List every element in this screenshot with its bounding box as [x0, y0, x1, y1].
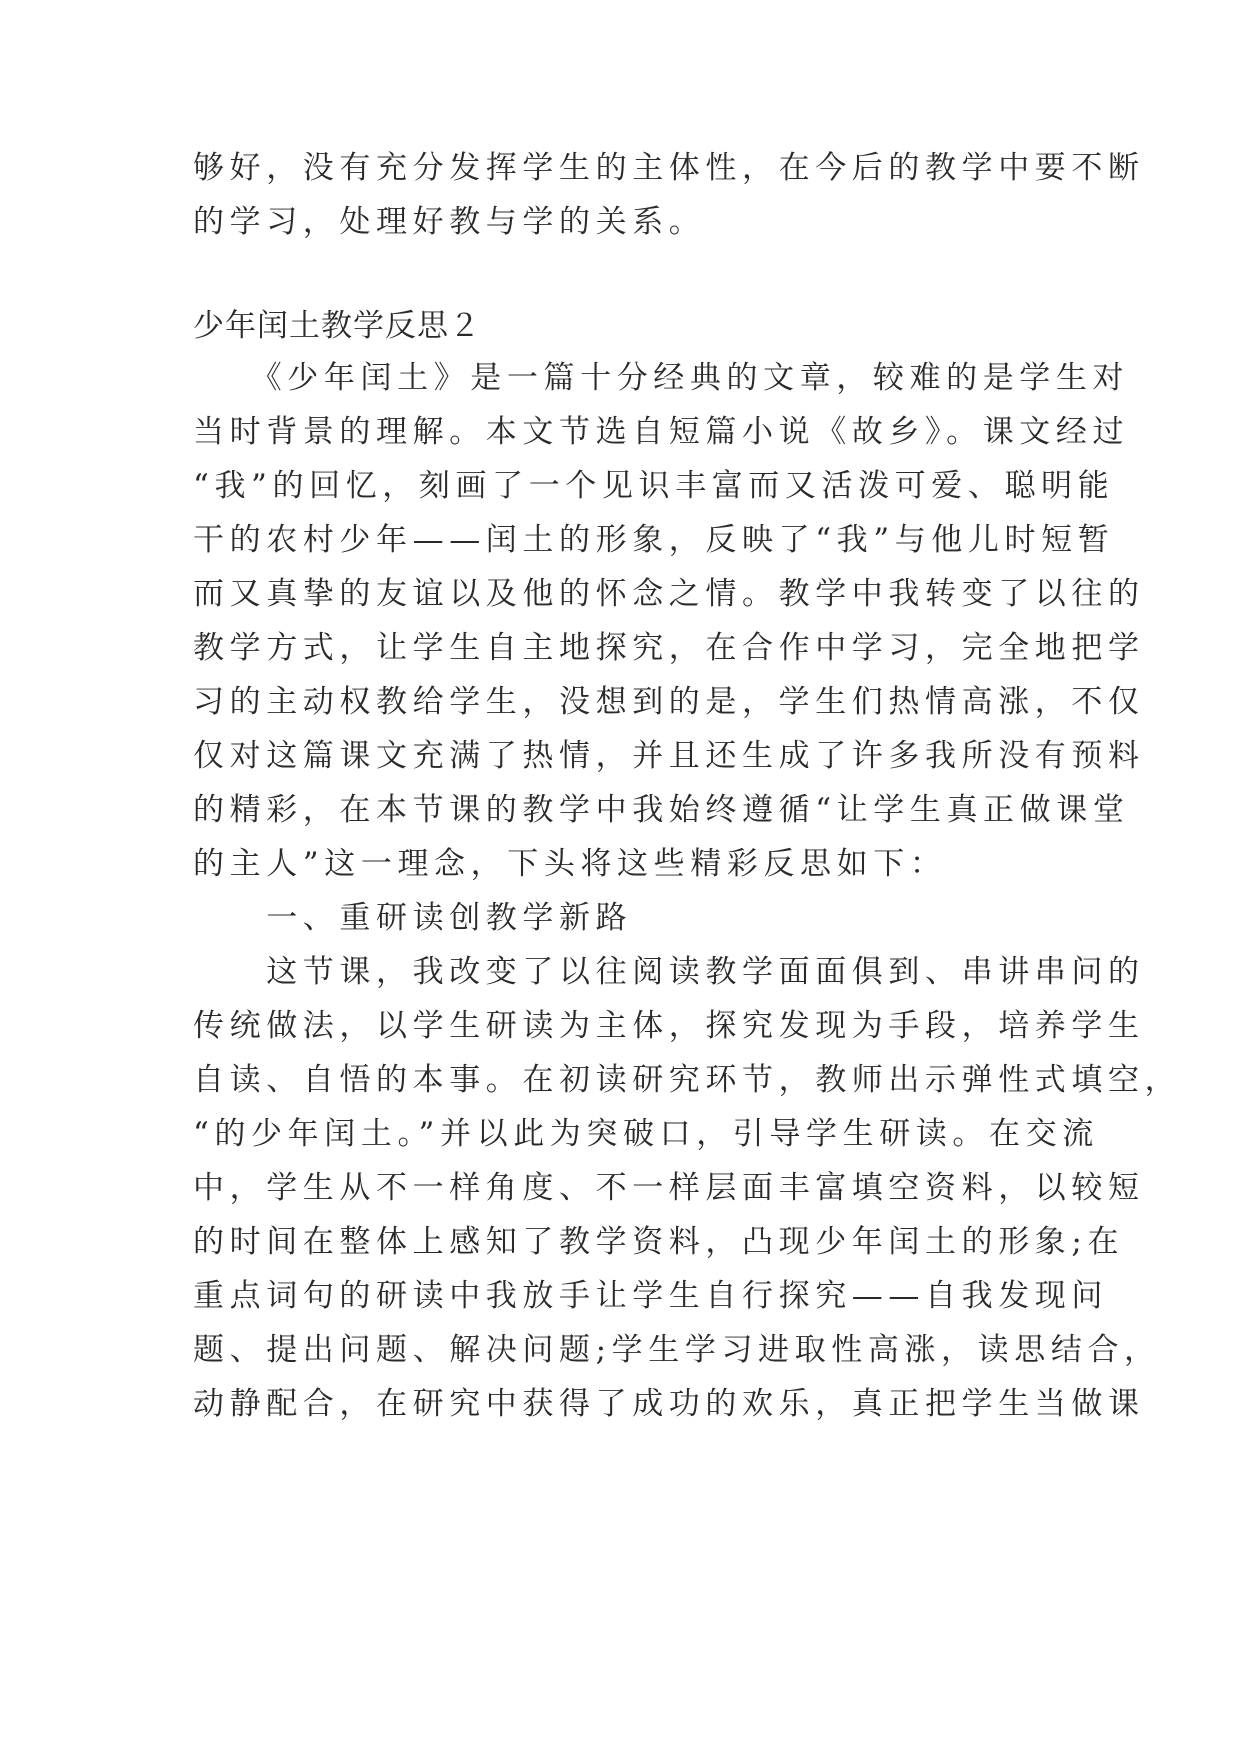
- text-line: 这节课，我改变了以往阅读教学面面俱到、串讲串问的: [193, 954, 1145, 990]
- section-title: 少年闰土教学反思２: [193, 308, 481, 344]
- text-line: 中，学生从不一样角度、不一样层面丰富填空资料，以较短: [193, 1170, 1145, 1206]
- text-line: 的精彩，在本节课的教学中我始终遵循“让学生真正做课堂: [193, 792, 1130, 828]
- text-line: 够好，没有充分发挥学生的主体性，在今后的教学中要不断: [193, 150, 1145, 186]
- text-line: 干的农村少年——闰土的形象，反映了“我”与他儿时短暂: [193, 522, 1115, 558]
- text-line: 而又真挚的友谊以及他的怀念之情。教学中我转变了以往的: [193, 576, 1145, 612]
- text-line: 自读、自悟的本事。在初读研究环节，教师出示弹性式填空，: [193, 1062, 1182, 1098]
- text-line: “我”的回忆，刻画了一个见识丰富而又活泼可爱、聪明能: [193, 468, 1115, 504]
- text-line: 习的主动权教给学生，没想到的是，学生们热情高涨，不仅: [193, 684, 1145, 720]
- text-line: 的学习，处理好教与学的关系。: [193, 204, 706, 240]
- text-line: 题、提出问题、解决问题;学生学习进取性高涨，读思结合，: [193, 1332, 1161, 1368]
- text-line: 重点词句的研读中我放手让学生自行探究——自我发现问: [193, 1278, 1108, 1314]
- text-line: 动静配合，在研究中获得了成功的欢乐，真正把学生当做课: [193, 1386, 1145, 1422]
- text-line: 教学方式，让学生自主地探究，在合作中学习，完全地把学: [193, 630, 1145, 666]
- text-line: 传统做法，以学生研读为主体，探究发现为手段，培养学生: [193, 1008, 1145, 1044]
- text-line: 仅对这篇课文充满了热情，并且还生成了许多我所没有预料: [193, 738, 1145, 774]
- text-line: 《少年闰土》是一篇十分经典的文章，较难的是学生对: [193, 360, 1130, 396]
- text-line: “的少年闰土。”并以此为突破口，引导学生研读。在交流: [193, 1116, 1099, 1152]
- subheading: 一、重研读创教学新路: [193, 900, 633, 936]
- text-line: 的时间在整体上感知了教学资料，凸现少年闰土的形象;在: [193, 1224, 1125, 1260]
- text-line: 的主人”这一理念，下头将这些精彩反思如下：: [193, 846, 947, 882]
- text-line: 当时背景的理解。本文节选自短篇小说《故乡》。课文经过: [193, 414, 1130, 450]
